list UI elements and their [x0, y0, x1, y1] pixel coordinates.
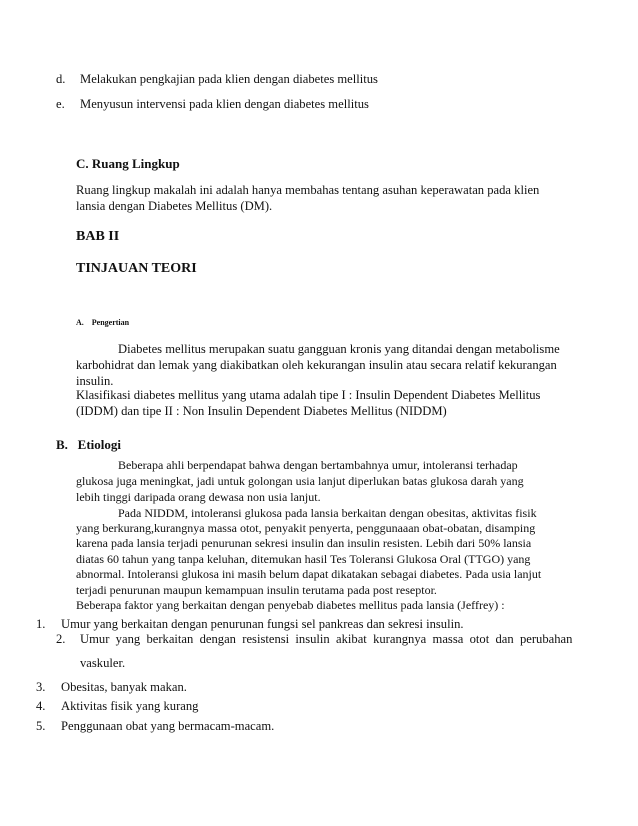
paragraph-line: Klasifikasi diabetes mellitus yang utama adalah tipe I : Insulin Dependent Diabetes Mellitus [76, 388, 541, 402]
paragraph-line: Diabetes mellitus merupakan suatu gangguan kronis yang ditandai dengan metabolisme [118, 342, 560, 356]
paragraph-line: Beberapa ahli berpendapat bahwa dengan bertambahnya umur, intoleransi terhadap [118, 458, 518, 472]
section-heading-pengertian: A. Pengertian [76, 318, 130, 327]
list-marker: 5. [36, 719, 46, 733]
paragraph-line: glukosa juga meningkat, jadi untuk golongan usia lanjut diperlukan batas glukosa darah yang [76, 474, 524, 488]
paragraph-line: insulin. [76, 374, 114, 388]
list-item: Obesitas, banyak makan. [61, 680, 187, 694]
paragraph-line: karena pada lansia terjadi penurunan sekresi insulin dan insulin resisten. Lebih dari 50% lansia [76, 536, 532, 550]
list-item: Melakukan pengkajian pada klien dengan diabetes mellitus [80, 72, 378, 86]
list-marker: 4. [36, 699, 46, 713]
paragraph-line: lebih tinggi daripada orang dewasa non usia lanjut. [76, 490, 321, 504]
paragraph-line: yang berkurang,kurangnya massa otot, penyakit penyerta, penggunaaan obat-obatan, disamping [76, 521, 536, 535]
paragraph-line: terjadi penurunan maupun kemampuan insulin terutama pada post reseptor. [76, 583, 437, 597]
paragraph-line: lansia dengan Diabetes Mellitus (DM). [76, 199, 273, 213]
paragraph-line: Pada NIDDM, intoleransi glukosa pada lansia berkaitan dengan obesitas, aktivitas fisik [118, 506, 537, 520]
list-item: Menyusun intervensi pada klien dengan diabetes mellitus [80, 97, 369, 111]
chapter-title: TINJAUAN TEORI [76, 261, 197, 276]
section-heading-etiologi: B. Etiologi [56, 437, 122, 452]
paragraph-line: karbohidrat dan lemak yang diakibatkan oleh kekurangan insulin atau secara relatif kekurangan [76, 358, 557, 372]
paragraph-line: (IDDM) dan tipe II : Non Insulin Dependent Diabetes Mellitus (NIDDM) [76, 404, 447, 418]
paragraph-line: abnormal. Intoleransi glukosa ini masih belum dapat dikatakan sebagai diabetes. Pada usia lanjut [76, 567, 542, 581]
list-item: Umur yang berkaitan dengan resistensi insulin akibat kurangnya massa otot dan perubahan [80, 632, 573, 646]
chapter-number: BAB II [76, 229, 120, 244]
list-marker: 3. [36, 680, 46, 694]
list-item: Aktivitas fisik yang kurang [61, 699, 199, 713]
list-marker: e. [56, 97, 65, 111]
list-marker: d. [56, 72, 66, 86]
paragraph-line: Ruang lingkup makalah ini adalah hanya membahas tentang asuhan keperawatan pada klien [76, 183, 540, 197]
section-heading-ruang-lingkup: C. Ruang Lingkup [76, 156, 180, 171]
paragraph-line: diatas 60 tahun yang tanpa keluhan, ditemukan hasil Tes Toleransi Glukosa Oral (TTGO) yang [76, 552, 531, 566]
list-item-continuation: vaskuler. [80, 656, 126, 670]
list-marker: 2. [56, 632, 66, 646]
list-marker: 1. [36, 617, 46, 631]
list-item: Penggunaan obat yang bermacam-macam. [61, 719, 275, 733]
list-item: Umur yang berkaitan dengan penurunan fungsi sel pankreas dan sekresi insulin. [61, 617, 464, 631]
paragraph-line: Beberapa faktor yang berkaitan dengan penyebab diabetes mellitus pada lansia (Jeffrey) : [76, 598, 505, 612]
